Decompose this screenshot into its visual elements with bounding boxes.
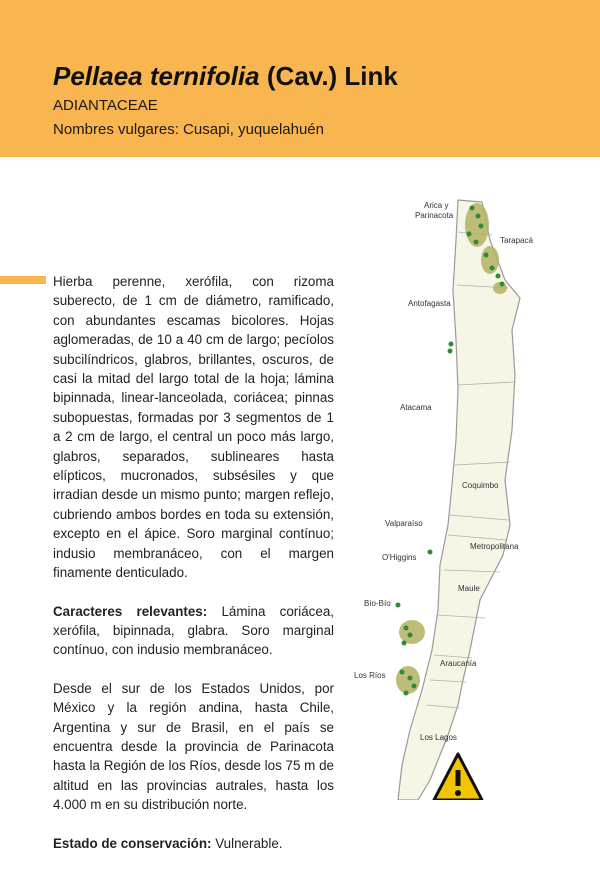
region-label: Arica y [424, 201, 449, 210]
region-label: Maule [458, 584, 480, 593]
relevant-text: Lámina coriácea, xerófila, bipinnada, glabra. Soro marginal contínuo, con indusio membranáceo. [53, 603, 334, 658]
region-label: Atacama [400, 403, 432, 412]
section-accent-bar [0, 276, 46, 284]
distribution-map [340, 180, 600, 800]
region-label: Araucanía [440, 659, 477, 668]
header-banner [0, 0, 600, 157]
warning-icon [434, 754, 482, 800]
region-label: Parinacota [415, 211, 454, 220]
region-label: Metropolitana [470, 542, 519, 551]
region-label: Los Ríos [354, 671, 386, 680]
relevant-paragraph [53, 602, 334, 660]
region-label: Valparaíso [385, 519, 423, 528]
family-name: ADIANTACEAE [53, 97, 158, 114]
relevant-label: Caracteres relevantes: [53, 603, 208, 619]
species-author: (Cav.) Link [266, 61, 398, 91]
region-label: Antofagasta [408, 299, 451, 308]
description-paragraph: Hierba perenne, xerófila, con rizoma suberecto, de 1 cm de diámetro, ramificado, con abundantes escamas bicolores. Hojas aglomeradas, de 10 a 40 cm de largo; pecíolos subcilíndricos, glabros, brillantes, oscuros, de casi la mitad del largo total de la hoja; lámina bipinnada, linear-lanceolada, coriácea; pinnas subopuestas, formadas por 3 segmentos de 1 a 2 cm de largo, el central un poco más largo, glabros, separados, sublineares hasta elípticos, mucronados, subsésiles y que irradian desde un mismo punto; margen reflejo, cubriendo ambos bordes en toda su extensión, excepto en el ápice. Soro marginal contínuo; indusio membranáceo, con el margen finamente denticulado. [53, 274, 334, 581]
region-label: Tarapacá [500, 236, 533, 245]
region-label: Bío-Bío [364, 599, 391, 608]
conservation-paragraph [53, 834, 334, 853]
region-label: O'Higgins [382, 553, 417, 562]
conservation-value: Vulnerable. [215, 835, 283, 851]
species-name: Pellaea ternifolia [53, 61, 260, 91]
common-names: Nombres vulgares: Cusapi, yuquelahuén [53, 121, 324, 138]
region-label: Los Lagos [420, 733, 457, 742]
region-label: Coquimbo [462, 481, 499, 490]
body-text [53, 272, 334, 872]
distribution-paragraph: Desde el sur de los Estados Unidos, por México y la región andina, hasta Chile, Argentina y sur de Brasil, en el país se encuentra desde la provincia de Parinacota hasta la Región de los Ríos, desde los 75 m de altitud en las provincias autrales, hasta los 4.000 m en su distribución norte. [53, 680, 334, 813]
conservation-label: Estado de conservación: [53, 835, 212, 851]
species-title [53, 60, 398, 92]
